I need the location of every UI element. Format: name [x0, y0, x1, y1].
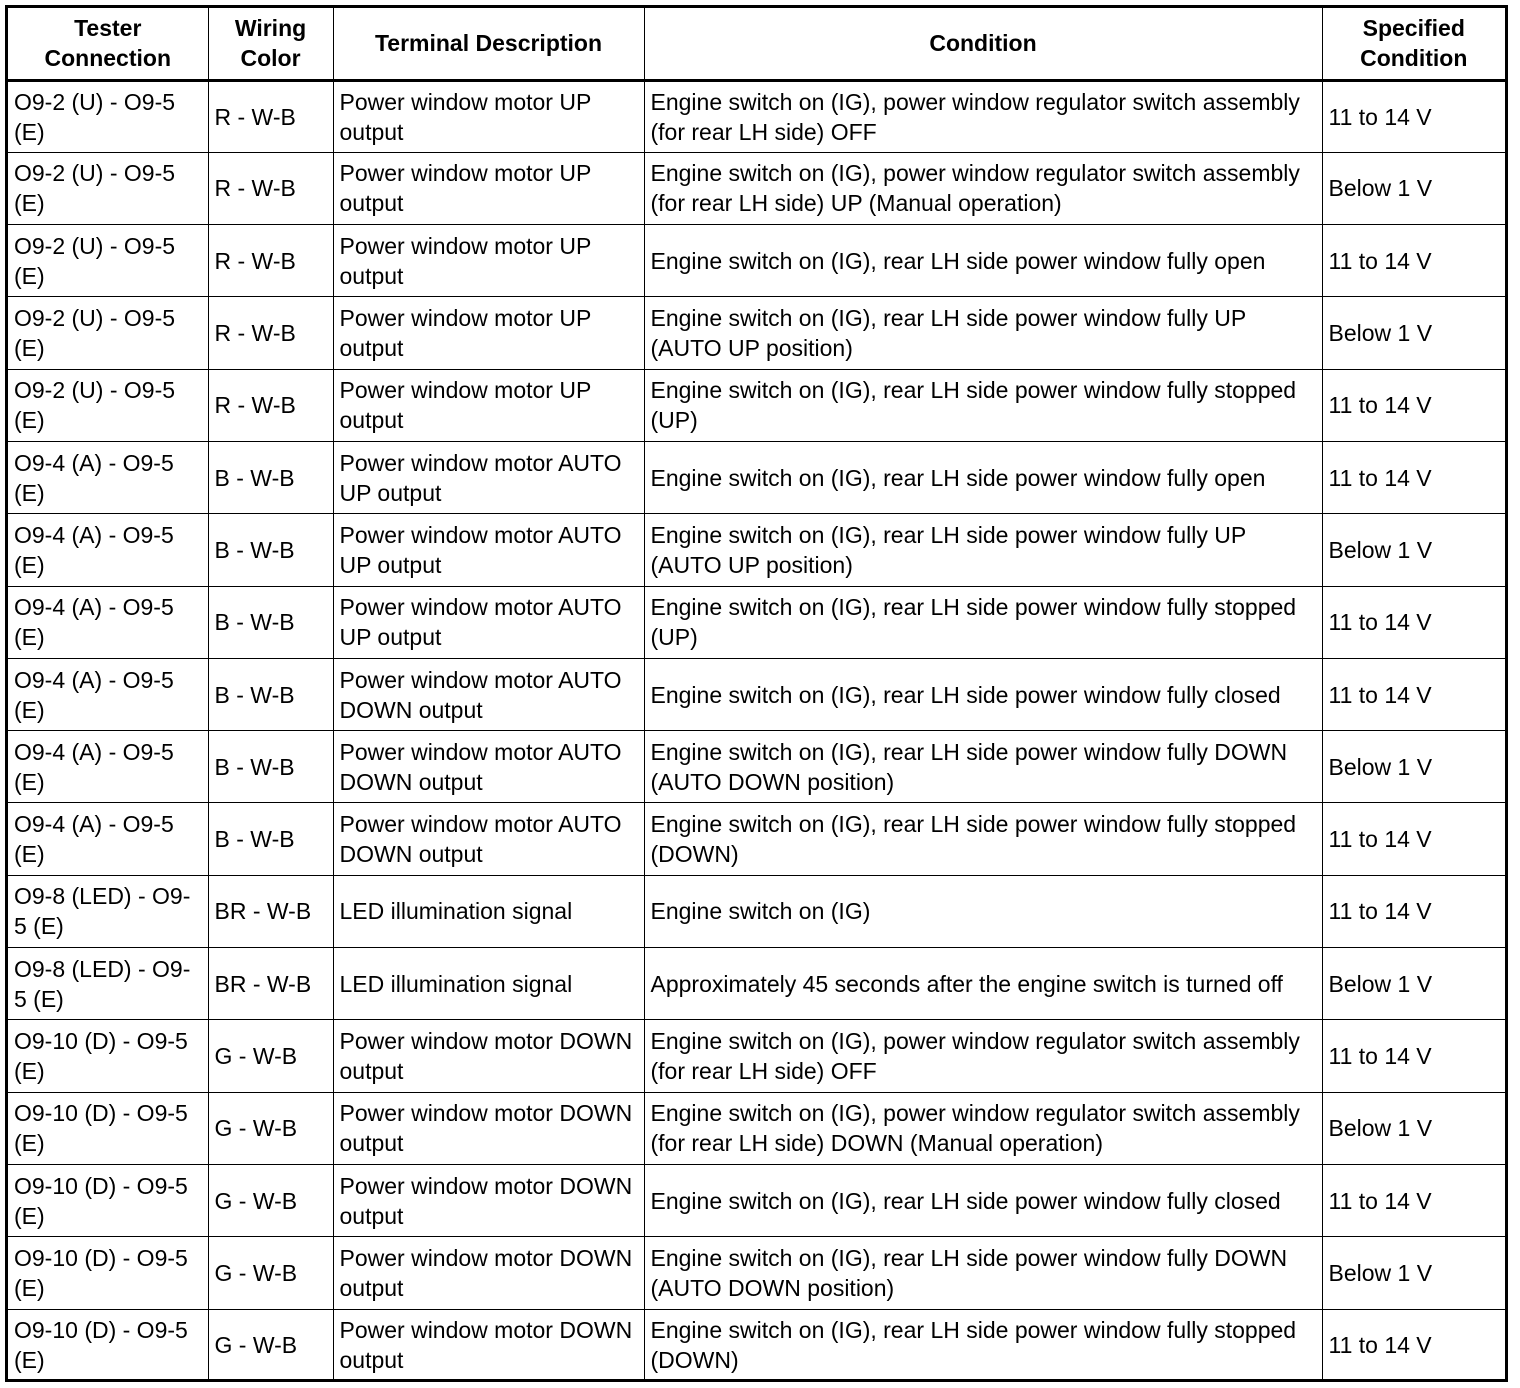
cell-terminal-description: Power window motor UP output — [333, 225, 644, 297]
cell-condition: Approximately 45 seconds after the engine switch is turned off — [644, 948, 1322, 1020]
cell-terminal-description: Power window motor AUTO DOWN output — [333, 731, 644, 803]
cell-tester-connection: O9-4 (A) - O9-5 (E) — [8, 586, 208, 658]
cell-terminal-description: Power window motor DOWN output — [333, 1164, 644, 1236]
cell-condition: Engine switch on (IG), rear LH side power window fully stopped (DOWN) — [644, 803, 1322, 875]
cell-terminal-description: Power window motor UP output — [333, 297, 644, 369]
cell-wiring-color: B - W-B — [208, 731, 333, 803]
terminal-inspection-table — [8, 8, 1505, 1381]
table-body — [8, 80, 1505, 1381]
cell-wiring-color: B - W-B — [208, 803, 333, 875]
cell-specified-condition: 11 to 14 V — [1322, 225, 1505, 297]
cell-tester-connection: O9-4 (A) - O9-5 (E) — [8, 514, 208, 586]
table-row — [8, 1020, 1505, 1092]
cell-wiring-color: G - W-B — [208, 1020, 333, 1092]
table-row — [8, 731, 1505, 803]
cell-tester-connection: O9-2 (U) - O9-5 (E) — [8, 369, 208, 441]
cell-specified-condition: 11 to 14 V — [1322, 658, 1505, 730]
cell-specified-condition: 11 to 14 V — [1322, 80, 1505, 152]
table-row — [8, 441, 1505, 513]
cell-wiring-color: B - W-B — [208, 514, 333, 586]
table-row — [8, 1237, 1505, 1309]
cell-condition: Engine switch on (IG), rear LH side power window fully closed — [644, 658, 1322, 730]
cell-tester-connection: O9-2 (U) - O9-5 (E) — [8, 80, 208, 152]
cell-terminal-description: Power window motor DOWN output — [333, 1309, 644, 1381]
table-row — [8, 152, 1505, 224]
table-row — [8, 875, 1505, 947]
table-row — [8, 514, 1505, 586]
table-row — [8, 1164, 1505, 1236]
cell-terminal-description: Power window motor DOWN output — [333, 1092, 644, 1164]
header-terminal-description: Terminal Description — [333, 8, 644, 80]
cell-terminal-description: LED illumination signal — [333, 948, 644, 1020]
cell-condition: Engine switch on (IG), rear LH side power window fully stopped (UP) — [644, 369, 1322, 441]
cell-specified-condition: 11 to 14 V — [1322, 1164, 1505, 1236]
cell-wiring-color: R - W-B — [208, 369, 333, 441]
cell-wiring-color: R - W-B — [208, 80, 333, 152]
cell-specified-condition: 11 to 14 V — [1322, 586, 1505, 658]
cell-condition: Engine switch on (IG), power window regulator switch assembly (for rear LH side) DOWN (Manual operation) — [644, 1092, 1322, 1164]
cell-wiring-color: BR - W-B — [208, 948, 333, 1020]
cell-tester-connection: O9-10 (D) - O9-5 (E) — [8, 1092, 208, 1164]
cell-terminal-description: Power window motor DOWN output — [333, 1237, 644, 1309]
cell-specified-condition: Below 1 V — [1322, 514, 1505, 586]
cell-tester-connection: O9-4 (A) - O9-5 (E) — [8, 441, 208, 513]
cell-wiring-color: G - W-B — [208, 1309, 333, 1381]
cell-tester-connection: O9-4 (A) - O9-5 (E) — [8, 803, 208, 875]
cell-condition: Engine switch on (IG), rear LH side power window fully DOWN (AUTO DOWN position) — [644, 731, 1322, 803]
cell-wiring-color: R - W-B — [208, 225, 333, 297]
cell-tester-connection: O9-2 (U) - O9-5 (E) — [8, 297, 208, 369]
cell-terminal-description: Power window motor UP output — [333, 152, 644, 224]
cell-wiring-color: B - W-B — [208, 586, 333, 658]
cell-terminal-description: Power window motor AUTO DOWN output — [333, 803, 644, 875]
cell-condition: Engine switch on (IG), power window regulator switch assembly (for rear LH side) OFF — [644, 80, 1322, 152]
cell-specified-condition: 11 to 14 V — [1322, 1020, 1505, 1092]
cell-terminal-description: Power window motor AUTO UP output — [333, 441, 644, 513]
cell-specified-condition: 11 to 14 V — [1322, 803, 1505, 875]
table-row — [8, 80, 1505, 152]
cell-tester-connection: O9-10 (D) - O9-5 (E) — [8, 1237, 208, 1309]
cell-condition: Engine switch on (IG), rear LH side power window fully stopped (UP) — [644, 586, 1322, 658]
cell-terminal-description: Power window motor AUTO UP output — [333, 514, 644, 586]
cell-wiring-color: B - W-B — [208, 441, 333, 513]
cell-condition: Engine switch on (IG), rear LH side power window fully UP (AUTO UP position) — [644, 514, 1322, 586]
cell-condition: Engine switch on (IG), rear LH side power window fully stopped (DOWN) — [644, 1309, 1322, 1381]
header-specified-condition: Specified Condition — [1322, 8, 1505, 80]
cell-terminal-description: Power window motor AUTO UP output — [333, 586, 644, 658]
cell-wiring-color: G - W-B — [208, 1092, 333, 1164]
cell-tester-connection: O9-10 (D) - O9-5 (E) — [8, 1020, 208, 1092]
cell-specified-condition: 11 to 14 V — [1322, 369, 1505, 441]
cell-terminal-description: Power window motor AUTO DOWN output — [333, 658, 644, 730]
cell-specified-condition: Below 1 V — [1322, 152, 1505, 224]
cell-condition: Engine switch on (IG), power window regulator switch assembly (for rear LH side) UP (Manual operation) — [644, 152, 1322, 224]
cell-terminal-description: Power window motor UP output — [333, 80, 644, 152]
cell-tester-connection: O9-10 (D) - O9-5 (E) — [8, 1309, 208, 1381]
cell-terminal-description: LED illumination signal — [333, 875, 644, 947]
cell-tester-connection: O9-4 (A) - O9-5 (E) — [8, 731, 208, 803]
cell-specified-condition: Below 1 V — [1322, 731, 1505, 803]
cell-specified-condition: 11 to 14 V — [1322, 1309, 1505, 1381]
cell-specified-condition: 11 to 14 V — [1322, 875, 1505, 947]
cell-condition: Engine switch on (IG), rear LH side power window fully closed — [644, 1164, 1322, 1236]
cell-tester-connection: O9-4 (A) - O9-5 (E) — [8, 658, 208, 730]
cell-specified-condition: 11 to 14 V — [1322, 441, 1505, 513]
header-tester-connection: Tester Connection — [8, 8, 208, 80]
header-row — [8, 8, 1505, 80]
cell-condition: Engine switch on (IG), rear LH side power window fully open — [644, 441, 1322, 513]
cell-wiring-color: R - W-B — [208, 297, 333, 369]
cell-tester-connection: O9-10 (D) - O9-5 (E) — [8, 1164, 208, 1236]
table-row — [8, 586, 1505, 658]
table-row — [8, 1309, 1505, 1381]
cell-specified-condition: Below 1 V — [1322, 948, 1505, 1020]
cell-condition: Engine switch on (IG), power window regulator switch assembly (for rear LH side) OFF — [644, 1020, 1322, 1092]
cell-tester-connection: O9-8 (LED) - O9-5 (E) — [8, 948, 208, 1020]
table-header — [8, 8, 1505, 80]
cell-specified-condition: Below 1 V — [1322, 297, 1505, 369]
table-row — [8, 369, 1505, 441]
cell-tester-connection: O9-2 (U) - O9-5 (E) — [8, 225, 208, 297]
cell-condition: Engine switch on (IG) — [644, 875, 1322, 947]
cell-specified-condition: Below 1 V — [1322, 1092, 1505, 1164]
cell-wiring-color: G - W-B — [208, 1164, 333, 1236]
cell-condition: Engine switch on (IG), rear LH side power window fully UP (AUTO UP position) — [644, 297, 1322, 369]
table-row — [8, 297, 1505, 369]
cell-wiring-color: B - W-B — [208, 658, 333, 730]
cell-tester-connection: O9-2 (U) - O9-5 (E) — [8, 152, 208, 224]
header-condition: Condition — [644, 8, 1322, 80]
table-row — [8, 658, 1505, 730]
cell-wiring-color: G - W-B — [208, 1237, 333, 1309]
header-wiring-color: Wiring Color — [208, 8, 333, 80]
terminal-inspection-table-wrapper — [5, 5, 1508, 1382]
cell-wiring-color: R - W-B — [208, 152, 333, 224]
table-row — [8, 803, 1505, 875]
table-row — [8, 1092, 1505, 1164]
table-row — [8, 948, 1505, 1020]
cell-condition: Engine switch on (IG), rear LH side power window fully open — [644, 225, 1322, 297]
cell-condition: Engine switch on (IG), rear LH side power window fully DOWN (AUTO DOWN position) — [644, 1237, 1322, 1309]
cell-specified-condition: Below 1 V — [1322, 1237, 1505, 1309]
cell-terminal-description: Power window motor DOWN output — [333, 1020, 644, 1092]
cell-terminal-description: Power window motor UP output — [333, 369, 644, 441]
cell-wiring-color: BR - W-B — [208, 875, 333, 947]
table-row — [8, 225, 1505, 297]
cell-tester-connection: O9-8 (LED) - O9-5 (E) — [8, 875, 208, 947]
